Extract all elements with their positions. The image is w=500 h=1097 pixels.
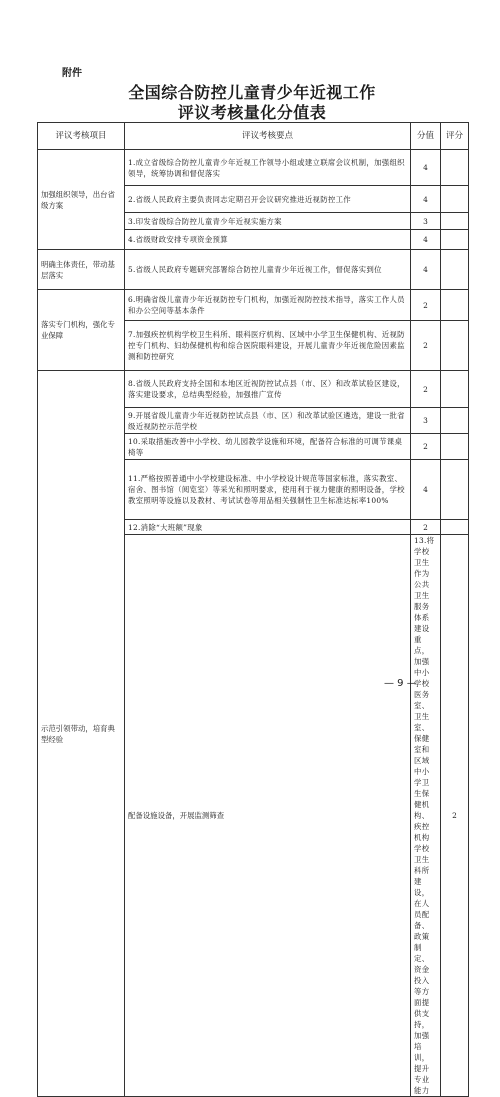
score-cell bbox=[441, 408, 469, 434]
point-cell: 3.印发省级综合防控儿童青少年近视实施方案 bbox=[125, 213, 411, 230]
table-header-row bbox=[38, 123, 469, 150]
evaluation-score-table bbox=[37, 122, 469, 1097]
value-cell: 2 bbox=[411, 520, 441, 535]
header-points: 评议考核要点 bbox=[125, 123, 411, 150]
score-cell bbox=[441, 150, 469, 186]
point-cell: 1.成立省级综合防控儿童青少年近视工作领导小组或建立联席会议机制，加强组织领导，统筹协调和督促落实 bbox=[125, 150, 411, 186]
project-cell: 示范引领带动，培育典型经验 bbox=[38, 371, 125, 1097]
point-cell: 5.省级人民政府专题研究部署综合防控儿童青少年近视工作，督促落实到位 bbox=[125, 250, 411, 290]
point-cell: 4.省级财政安排专项资金预算 bbox=[125, 230, 411, 250]
point-cell: 10.采取措施改善中小学校、幼儿园教学设施和环境，配备符合标准的可调节课桌椅等 bbox=[125, 434, 411, 460]
point-cell: 6.明确省级儿童青少年近视防控专门机构，加强近视防控技术指导，落实工作人员和办公空间等基本条件 bbox=[125, 290, 411, 321]
value-cell: 3 bbox=[411, 408, 441, 434]
project-cell: 明确主体责任，带动基层落实 bbox=[38, 250, 125, 290]
score-cell bbox=[441, 460, 469, 520]
value-cell: 4 bbox=[411, 250, 441, 290]
score-cell bbox=[441, 186, 469, 213]
document-title-line-2: 评议考核量化分值表 bbox=[177, 103, 327, 122]
score-cell bbox=[441, 321, 469, 371]
point-cell: 2.省级人民政府主要负责同志定期召开会议研究推进近视防控工作 bbox=[125, 186, 411, 213]
score-cell bbox=[441, 371, 469, 408]
score-cell bbox=[441, 290, 469, 321]
attachment-label: 附件 bbox=[62, 68, 82, 79]
value-cell: 2 bbox=[411, 434, 441, 460]
point-cell: 11.严格按照普通中小学校建设标准、中小学校设计规范等国家标准，落实教室、宿舍、图书馆（阅览室）等采光和照明要求，使用利于视力健康的照明设备，学校教室照明等设施以及教材、考试试卷等用品相关强制性卫生标准达标率100% bbox=[125, 460, 411, 520]
value-cell: 4 bbox=[411, 230, 441, 250]
score-cell bbox=[441, 230, 469, 250]
value-cell: 4 bbox=[411, 186, 441, 213]
document-title-line-1: 全国综合防控儿童青少年近视工作 bbox=[128, 83, 376, 102]
header-score: 评分 bbox=[441, 123, 469, 150]
score-cell bbox=[441, 520, 469, 535]
value-cell: 2 bbox=[411, 321, 441, 371]
project-cell: 加强组织领导，出台省级方案 bbox=[38, 150, 125, 250]
score-cell bbox=[441, 213, 469, 230]
point-cell: 8.省级人民政府支持全国和本地区近视防控试点县（市、区）和改革试验区建设，落实建设要求，总结典型经验，加强推广宣传 bbox=[125, 371, 411, 408]
point-cell: 7.加强疾控机构学校卫生科所、眼科医疗机构、区域中小学卫生保健机构、近视防控专门机构、妇幼保健机构和综合医院眼科建设，开展儿童青少年近视危险因素监测和防控研究 bbox=[125, 321, 411, 371]
header-value: 分值 bbox=[411, 123, 441, 150]
table-row bbox=[38, 371, 469, 408]
point-cell: 9.开展省级儿童青少年近视防控试点县（市、区）和改革试验区遴选，建设一批省级近视防控示范学校 bbox=[125, 408, 411, 434]
value-cell: 4 bbox=[411, 150, 441, 186]
value-cell: 4 bbox=[411, 460, 441, 520]
score-cell bbox=[441, 434, 469, 460]
project-cell: 配备设施设备，开展监测筛查 bbox=[125, 535, 411, 1097]
table-row bbox=[38, 290, 469, 321]
header-project: 评议考核项目 bbox=[38, 123, 125, 150]
point-cell: 13.将学校卫生作为公共卫生服务体系建设重点，加强中小学校医务室、卫生室、保健室和区域中小学卫生保健机构、疾控机构学校卫生科所建设，在人员配备、政策制定、资金投入等方面提供支持，加强培训，提升专业能力 bbox=[411, 535, 441, 1097]
point-cell: 12.消除“大班额”现象 bbox=[125, 520, 411, 535]
score-cell bbox=[441, 250, 469, 290]
table-row bbox=[38, 150, 469, 186]
value-cell: 2 bbox=[411, 290, 441, 321]
table-row bbox=[38, 250, 469, 290]
page-number: — 9 — bbox=[384, 678, 417, 689]
value-cell: 2 bbox=[411, 371, 441, 408]
value-cell: 2 bbox=[441, 535, 469, 1097]
project-cell: 落实专门机构，强化专业保障 bbox=[38, 290, 125, 371]
value-cell: 3 bbox=[411, 213, 441, 230]
